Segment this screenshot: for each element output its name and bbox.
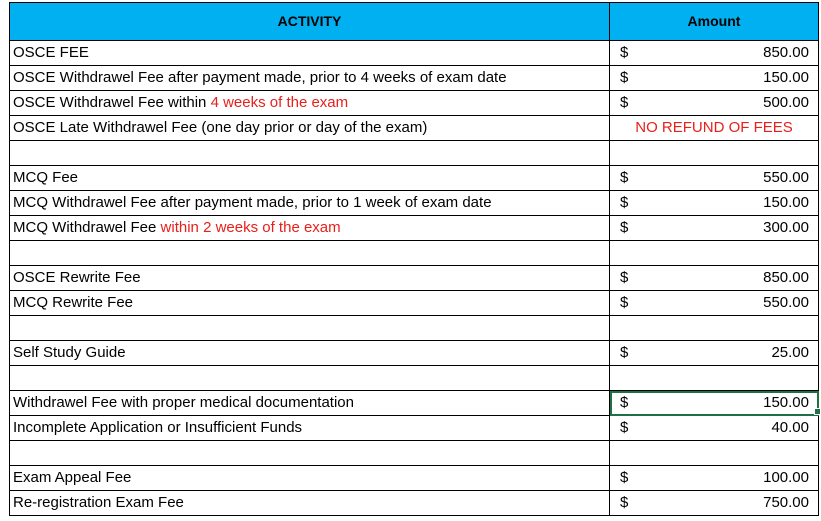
currency-symbol: $ [620,269,629,286]
amount-value: 150.00 [763,394,809,411]
activity-cell[interactable] [10,416,610,441]
amount-cell[interactable] [610,166,819,191]
table-row [10,91,819,116]
activity-label: Incomplete Application or Insufficient Funds [13,419,303,436]
amount-cell[interactable] [610,341,819,366]
activity-label: Self Study Guide [13,344,126,361]
activity-label: OSCE Rewrite Fee [13,269,141,286]
amount-cell[interactable] [610,116,819,141]
empty-cell[interactable] [10,141,610,166]
amount-cell[interactable] [610,41,819,66]
spacer-row [10,241,819,266]
amount-cell[interactable] [610,491,819,516]
amount-value: 150.00 [763,194,809,211]
activity-cell[interactable] [10,216,610,241]
activity-cell[interactable] [10,491,610,516]
amount-cell[interactable] [610,216,819,241]
amount-value: 100.00 [763,469,809,486]
activity-label: MCQ Withdrawel Fee [13,219,161,236]
activity-label: MCQ Withdrawel Fee after payment made, prior to 1 week of exam date [13,194,492,211]
amount-cell[interactable] [610,91,819,116]
spacer-row [10,316,819,341]
table-row [10,166,819,191]
empty-cell[interactable] [610,366,819,391]
fee-table [9,2,819,516]
activity-cell[interactable] [10,191,610,216]
amount-cell[interactable] [610,191,819,216]
empty-cell[interactable] [10,316,610,341]
empty-cell[interactable] [610,316,819,341]
activity-label: Re-registration Exam Fee [13,494,184,511]
amount-value: 40.00 [771,419,809,436]
currency-symbol: $ [620,419,629,436]
empty-cell[interactable] [10,366,610,391]
currency-symbol: $ [620,344,629,361]
empty-cell[interactable] [10,241,610,266]
activity-cell[interactable] [10,291,610,316]
table-row [10,391,819,416]
activity-cell[interactable] [10,166,610,191]
currency-symbol: $ [620,94,629,111]
activity-label: MCQ Rewrite Fee [13,294,134,311]
currency-symbol: $ [620,394,629,411]
currency-symbol: $ [620,494,629,511]
activity-cell[interactable] [10,466,610,491]
amount-value: 550.00 [763,169,809,186]
activity-label: OSCE Withdrawel Fee within [13,94,211,111]
table-row [10,291,819,316]
amount-value: 300.00 [763,219,809,236]
activity-label: Exam Appeal Fee [13,469,132,486]
amount-value: 750.00 [763,494,809,511]
activity-cell[interactable] [10,41,610,66]
empty-cell[interactable] [610,141,819,166]
amount-cell[interactable] [610,416,819,441]
amount-cell[interactable] [610,291,819,316]
table-row [10,266,819,291]
fill-handle[interactable] [814,408,821,415]
table-row [10,116,819,141]
table-row [10,341,819,366]
table-row [10,66,819,91]
activity-label: OSCE FEE [13,44,89,61]
amount-value: 150.00 [763,69,809,86]
table-row [10,466,819,491]
table-row [10,416,819,441]
no-refund-note: NO REFUND OF FEES [635,119,793,136]
currency-symbol: $ [620,469,629,486]
currency-symbol: $ [620,169,629,186]
activity-cell[interactable] [10,391,610,416]
currency-symbol: $ [620,194,629,211]
activity-cell[interactable] [10,116,610,141]
amount-cell[interactable] [610,466,819,491]
empty-cell[interactable] [610,441,819,466]
spacer-row [10,441,819,466]
activity-cell[interactable] [10,266,610,291]
activity-cell[interactable] [10,66,610,91]
empty-cell[interactable] [610,241,819,266]
amount-value: 850.00 [763,44,809,61]
activity-header-cell[interactable]: ACTIVITY [10,3,610,41]
currency-symbol: $ [620,219,629,236]
activity-label: OSCE Late Withdrawel Fee (one day prior or day of the exam) [13,119,428,136]
empty-cell[interactable] [10,441,610,466]
activity-label: MCQ Fee [13,169,79,186]
table-row [10,216,819,241]
table-row [10,191,819,216]
activity-label: Withdrawel Fee with proper medical documentation [13,394,354,411]
amount-value: 850.00 [763,269,809,286]
activity-label: OSCE Withdrawel Fee after payment made, prior to 4 weeks of exam date [13,69,507,86]
currency-symbol: $ [620,44,629,61]
currency-symbol: $ [620,69,629,86]
table-row [10,41,819,66]
amount-header-cell[interactable]: Amount [610,3,819,41]
header-row [10,3,819,41]
activity-cell[interactable] [10,91,610,116]
activity-cell[interactable] [10,341,610,366]
amount-value: 500.00 [763,94,809,111]
amount-value: 550.00 [763,294,809,311]
spacer-row [10,366,819,391]
amount-cell[interactable] [610,66,819,91]
activity-label-highlight: within 2 weeks of the exam [160,219,341,236]
spacer-row [10,141,819,166]
table-row [10,491,819,516]
amount-cell[interactable] [610,266,819,291]
amount-value: 25.00 [771,344,809,361]
currency-symbol: $ [620,294,629,311]
fee-table-body [10,41,819,516]
amount-cell[interactable] [610,391,819,416]
activity-label-highlight: 4 weeks of the exam [210,94,349,111]
